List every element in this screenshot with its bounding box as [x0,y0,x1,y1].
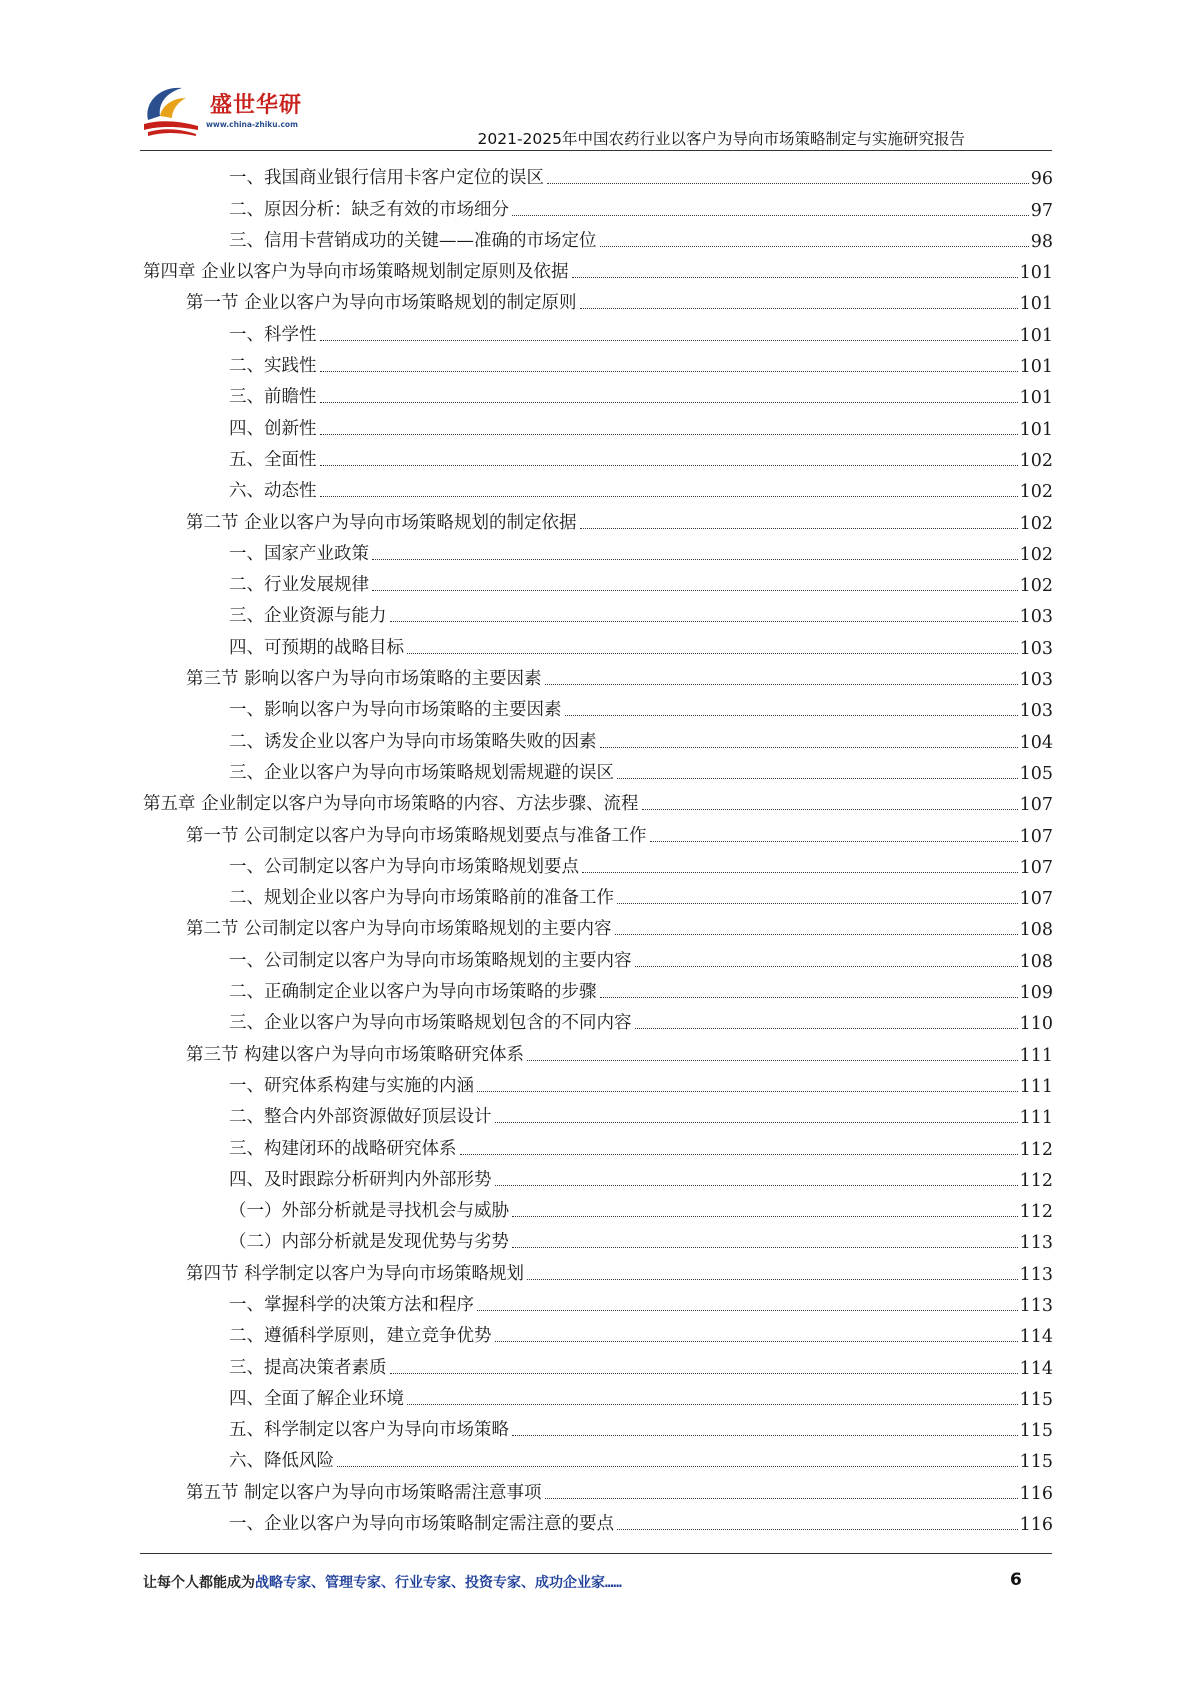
toc-entry-title: 四、可预期的战略目标 [229,637,404,658]
toc-dot-leader [512,1435,1018,1436]
toc-entry[interactable] [143,1193,1053,1224]
toc-entry-title: 第三节 影响以客户为导向市场策略的主要因素 [186,669,542,690]
toc-entry-page: 96 [1030,169,1053,190]
toc-dot-leader [495,1122,1018,1123]
slogan-highlight: 战略专家、管理专家、行业专家、投资专家、成功企业家…… [255,1575,622,1591]
toc-entry-title: 一、公司制定以客户为导向市场策略规划的主要内容 [229,950,632,971]
toc-dot-leader [582,872,1018,873]
toc-entry-title: 五、全面性 [229,449,317,470]
toc-entry-title: 第二节 企业以客户为导向市场策略规划的制定依据 [186,512,577,533]
toc-entry-page: 107 [1019,795,1053,816]
toc-entry-page: 101 [1019,419,1053,440]
toc-entry[interactable] [143,1162,1053,1193]
slogan-prefix: 让每个人都能成为 [143,1575,255,1591]
toc-entry-page: 104 [1019,732,1053,753]
toc-dot-leader [477,1091,1018,1092]
toc-entry-title: 一、公司制定以客户为导向市场策略规划要点 [229,856,579,877]
toc-entry-title: 第一节 公司制定以客户为导向市场策略规划要点与准备工作 [186,825,647,846]
toc-entry-title: 三、企业以客户为导向市场策略规划包含的不同内容 [229,1013,632,1034]
toc-entry-page: 113 [1019,1295,1053,1316]
toc-entry[interactable] [143,1412,1053,1443]
toc-entry-title: 五、科学制定以客户为导向市场策略 [229,1420,509,1441]
toc-entry-page: 112 [1019,1139,1053,1160]
toc-entry-page: 115 [1019,1389,1053,1410]
toc-entry[interactable] [143,316,1053,347]
toc-entry[interactable] [143,1381,1053,1412]
page-number: 6 [1010,1570,1022,1590]
toc-dot-leader [407,653,1018,654]
logo-url: www.china-zhiku.com [206,120,298,129]
toc-dot-leader [527,1279,1018,1280]
toc-entry-page: 111 [1019,1045,1053,1066]
toc-entry[interactable] [143,849,1053,880]
toc-entry[interactable] [143,723,1053,754]
toc-entry[interactable] [143,1474,1053,1505]
toc-entry-page: 114 [1019,1358,1053,1379]
toc-entry-title: 四、创新性 [229,418,317,439]
toc-entry-title: 二、正确制定企业以客户为导向市场策略的步骤 [229,982,597,1003]
toc-entry-title: 二、规划企业以客户为导向市场策略前的准备工作 [229,888,614,909]
toc-entry-page: 113 [1019,1233,1053,1254]
toc-entry[interactable] [143,880,1053,911]
toc-entry[interactable] [143,1443,1053,1474]
header-divider [140,150,1052,151]
toc-entry[interactable] [143,1099,1053,1130]
toc-entry-title: 二、行业发展规律 [229,575,369,596]
toc-dot-leader [512,215,1029,216]
toc-entry-title: 二、原因分析：缺乏有效的市场细分 [229,199,509,220]
toc-entry[interactable] [143,1506,1053,1537]
toc-entry-title: 一、科学性 [229,324,317,345]
toc-entry-page: 109 [1019,983,1053,1004]
toc-entry[interactable] [143,1255,1053,1286]
toc-entry-page: 101 [1019,388,1053,409]
toc-dot-leader [320,402,1018,403]
toc-entry[interactable] [143,379,1053,410]
page-header [0,0,1191,150]
toc-dot-leader [512,1216,1018,1217]
toc-entry-title: 一、影响以客户为导向市场策略的主要因素 [229,700,562,721]
toc-entry-title: 二、实践性 [229,356,317,377]
toc-entry-title: 第三节 构建以客户为导向市场策略研究体系 [186,1044,525,1065]
toc-dot-leader [600,246,1029,247]
toc-entry[interactable] [143,442,1053,473]
toc-entry[interactable] [143,223,1053,254]
toc-dot-leader [615,934,1018,935]
toc-entry[interactable] [143,348,1053,379]
toc-dot-leader [320,371,1018,372]
toc-entry-page: 101 [1019,357,1053,378]
toc-entry-title: 三、前瞻性 [229,387,317,408]
toc-entry[interactable] [143,1287,1053,1318]
toc-dot-leader [600,997,1018,998]
toc-entry[interactable] [143,191,1053,222]
toc-dot-leader [642,809,1018,810]
toc-entry[interactable] [143,254,1053,285]
toc-entry-title: 第五章 企业制定以客户为导向市场策略的内容、方法步骤、流程 [143,794,639,815]
toc-entry-title: 二、整合内外部资源做好顶层设计 [229,1107,492,1128]
toc-dot-leader [390,1373,1018,1374]
toc-dot-leader [635,1028,1018,1029]
table-of-contents [143,160,1053,1537]
footer-slogan [143,1572,622,1592]
toc-dot-leader [650,841,1018,842]
toc-entry-title: 三、构建闭环的战略研究体系 [229,1138,457,1159]
toc-entry-page: 114 [1019,1327,1053,1348]
toc-dot-leader [580,308,1018,309]
toc-dot-leader [495,1185,1018,1186]
toc-entry-title: 一、掌握科学的决策方法和程序 [229,1294,474,1315]
toc-dot-leader [320,496,1018,497]
toc-dot-leader [372,590,1018,591]
toc-entry-page: 102 [1019,450,1053,471]
toc-dot-leader [547,183,1029,184]
toc-dot-leader [545,684,1018,685]
toc-dot-leader [320,340,1018,341]
toc-entry[interactable] [143,786,1053,817]
toc-entry-title: 四、及时跟踪分析研判内外部形势 [229,1169,492,1190]
toc-dot-leader [372,559,1018,560]
toc-entry-title: 一、企业以客户为导向市场策略制定需注意的要点 [229,1514,614,1535]
toc-entry-title: 第一节 企业以客户为导向市场策略规划的制定原则 [186,293,577,314]
toc-entry-page: 103 [1019,638,1053,659]
toc-entry-title: 六、动态性 [229,481,317,502]
toc-entry-title: 四、全面了解企业环境 [229,1388,404,1409]
toc-entry-page: 110 [1019,1014,1053,1035]
toc-entry-page: 115 [1019,1421,1053,1442]
toc-entry-page: 102 [1019,576,1053,597]
toc-dot-leader [527,1060,1018,1061]
logo-emblem-icon [138,80,208,140]
toc-entry[interactable] [143,473,1053,504]
toc-entry-title: 一、国家产业政策 [229,543,369,564]
toc-entry-page: 115 [1019,1452,1053,1473]
toc-entry[interactable] [143,911,1053,942]
toc-entry-title: 一、我国商业银行信用卡客户定位的误区 [229,168,544,189]
toc-entry[interactable] [143,661,1053,692]
report-title: 2021-2025年中国农药行业以客户为导向市场策略制定与实施研究报告 [477,130,965,148]
toc-dot-leader [617,903,1018,904]
toc-entry-title: 第四节 科学制定以客户为导向市场策略规划 [186,1263,525,1284]
toc-dot-leader [580,528,1018,529]
toc-entry[interactable] [143,536,1053,567]
toc-entry-title: （二）内部分析就是发现优势与劣势 [229,1232,509,1253]
toc-entry-page: 105 [1019,763,1053,784]
toc-entry-page: 98 [1030,231,1053,252]
toc-entry-page: 102 [1019,544,1053,565]
toc-entry[interactable] [143,567,1053,598]
logo-name: 盛世华研 [210,93,303,118]
toc-entry-title: 六、降低风险 [229,1451,334,1472]
toc-entry-page: 111 [1019,1076,1053,1097]
toc-entry[interactable] [143,285,1053,316]
toc-entry-title: 二、诱发企业以客户为导向市场策略失败的因素 [229,731,597,752]
toc-dot-leader [512,1247,1018,1248]
toc-entry-page: 101 [1019,294,1053,315]
toc-entry[interactable] [143,504,1053,535]
toc-dot-leader [460,1154,1018,1155]
toc-entry-title: 一、研究体系构建与实施的内涵 [229,1075,474,1096]
toc-entry-page: 103 [1019,607,1053,628]
toc-entry-title: 第二节 公司制定以客户为导向市场策略规划的主要内容 [186,919,612,940]
toc-entry-page: 103 [1019,670,1053,691]
toc-entry[interactable] [143,942,1053,973]
toc-entry[interactable] [143,974,1053,1005]
toc-entry-page: 111 [1019,1108,1053,1129]
toc-entry[interactable] [143,1349,1053,1380]
toc-dot-leader [390,621,1018,622]
toc-entry-page: 108 [1019,951,1053,972]
toc-entry-page: 107 [1019,857,1053,878]
toc-dot-leader [617,1529,1018,1530]
toc-dot-leader [407,1404,1018,1405]
toc-entry-title: 第四章 企业以客户为导向市场策略规划制定原则及依据 [143,262,569,283]
footer-divider [140,1553,1052,1554]
toc-entry[interactable] [143,1130,1053,1161]
toc-entry[interactable] [143,160,1053,191]
toc-entry-title: 二、遵循科学原则，建立竞争优势 [229,1326,492,1347]
toc-entry[interactable] [143,817,1053,848]
toc-entry[interactable] [143,1068,1053,1099]
toc-entry-title: 第五节 制定以客户为导向市场策略需注意事项 [186,1482,542,1503]
toc-entry-page: 116 [1019,1515,1053,1536]
toc-dot-leader [320,465,1018,466]
toc-dot-leader [635,966,1018,967]
toc-dot-leader [495,1341,1018,1342]
toc-entry[interactable] [143,755,1053,786]
toc-dot-leader [600,747,1018,748]
toc-entry-page: 101 [1019,263,1053,284]
toc-entry[interactable] [143,629,1053,660]
toc-entry-page: 101 [1019,325,1053,346]
toc-entry[interactable] [143,1224,1053,1255]
toc-entry[interactable] [143,1318,1053,1349]
toc-dot-leader [617,778,1018,779]
toc-dot-leader [565,715,1018,716]
toc-dot-leader [572,277,1018,278]
toc-dot-leader [477,1310,1018,1311]
toc-dot-leader [320,434,1018,435]
toc-entry-page: 103 [1019,701,1053,722]
toc-entry-page: 97 [1030,200,1053,221]
toc-entry-page: 102 [1019,513,1053,534]
toc-entry-page: 112 [1019,1170,1053,1191]
toc-dot-leader [545,1498,1018,1499]
toc-entry-page: 113 [1019,1264,1053,1285]
toc-entry-title: 三、提高决策者素质 [229,1357,387,1378]
toc-entry-page: 107 [1019,889,1053,910]
toc-entry-title: （一）外部分析就是寻找机会与威胁 [229,1201,509,1222]
toc-entry[interactable] [143,598,1053,629]
toc-entry-title: 三、企业以客户为导向市场策略规划需规避的误区 [229,762,614,783]
toc-entry-page: 107 [1019,826,1053,847]
toc-entry-title: 三、企业资源与能力 [229,606,387,627]
toc-entry-page: 116 [1019,1483,1053,1504]
toc-entry-title: 三、信用卡营销成功的关键——准确的市场定位 [229,230,597,251]
toc-entry-page: 112 [1019,1202,1053,1223]
toc-entry[interactable] [143,1036,1053,1067]
company-logo [138,80,318,150]
toc-entry-page: 102 [1019,482,1053,503]
toc-dot-leader [337,1466,1018,1467]
toc-entry[interactable] [143,410,1053,441]
toc-entry[interactable] [143,1005,1053,1036]
toc-entry-page: 108 [1019,920,1053,941]
toc-entry[interactable] [143,692,1053,723]
